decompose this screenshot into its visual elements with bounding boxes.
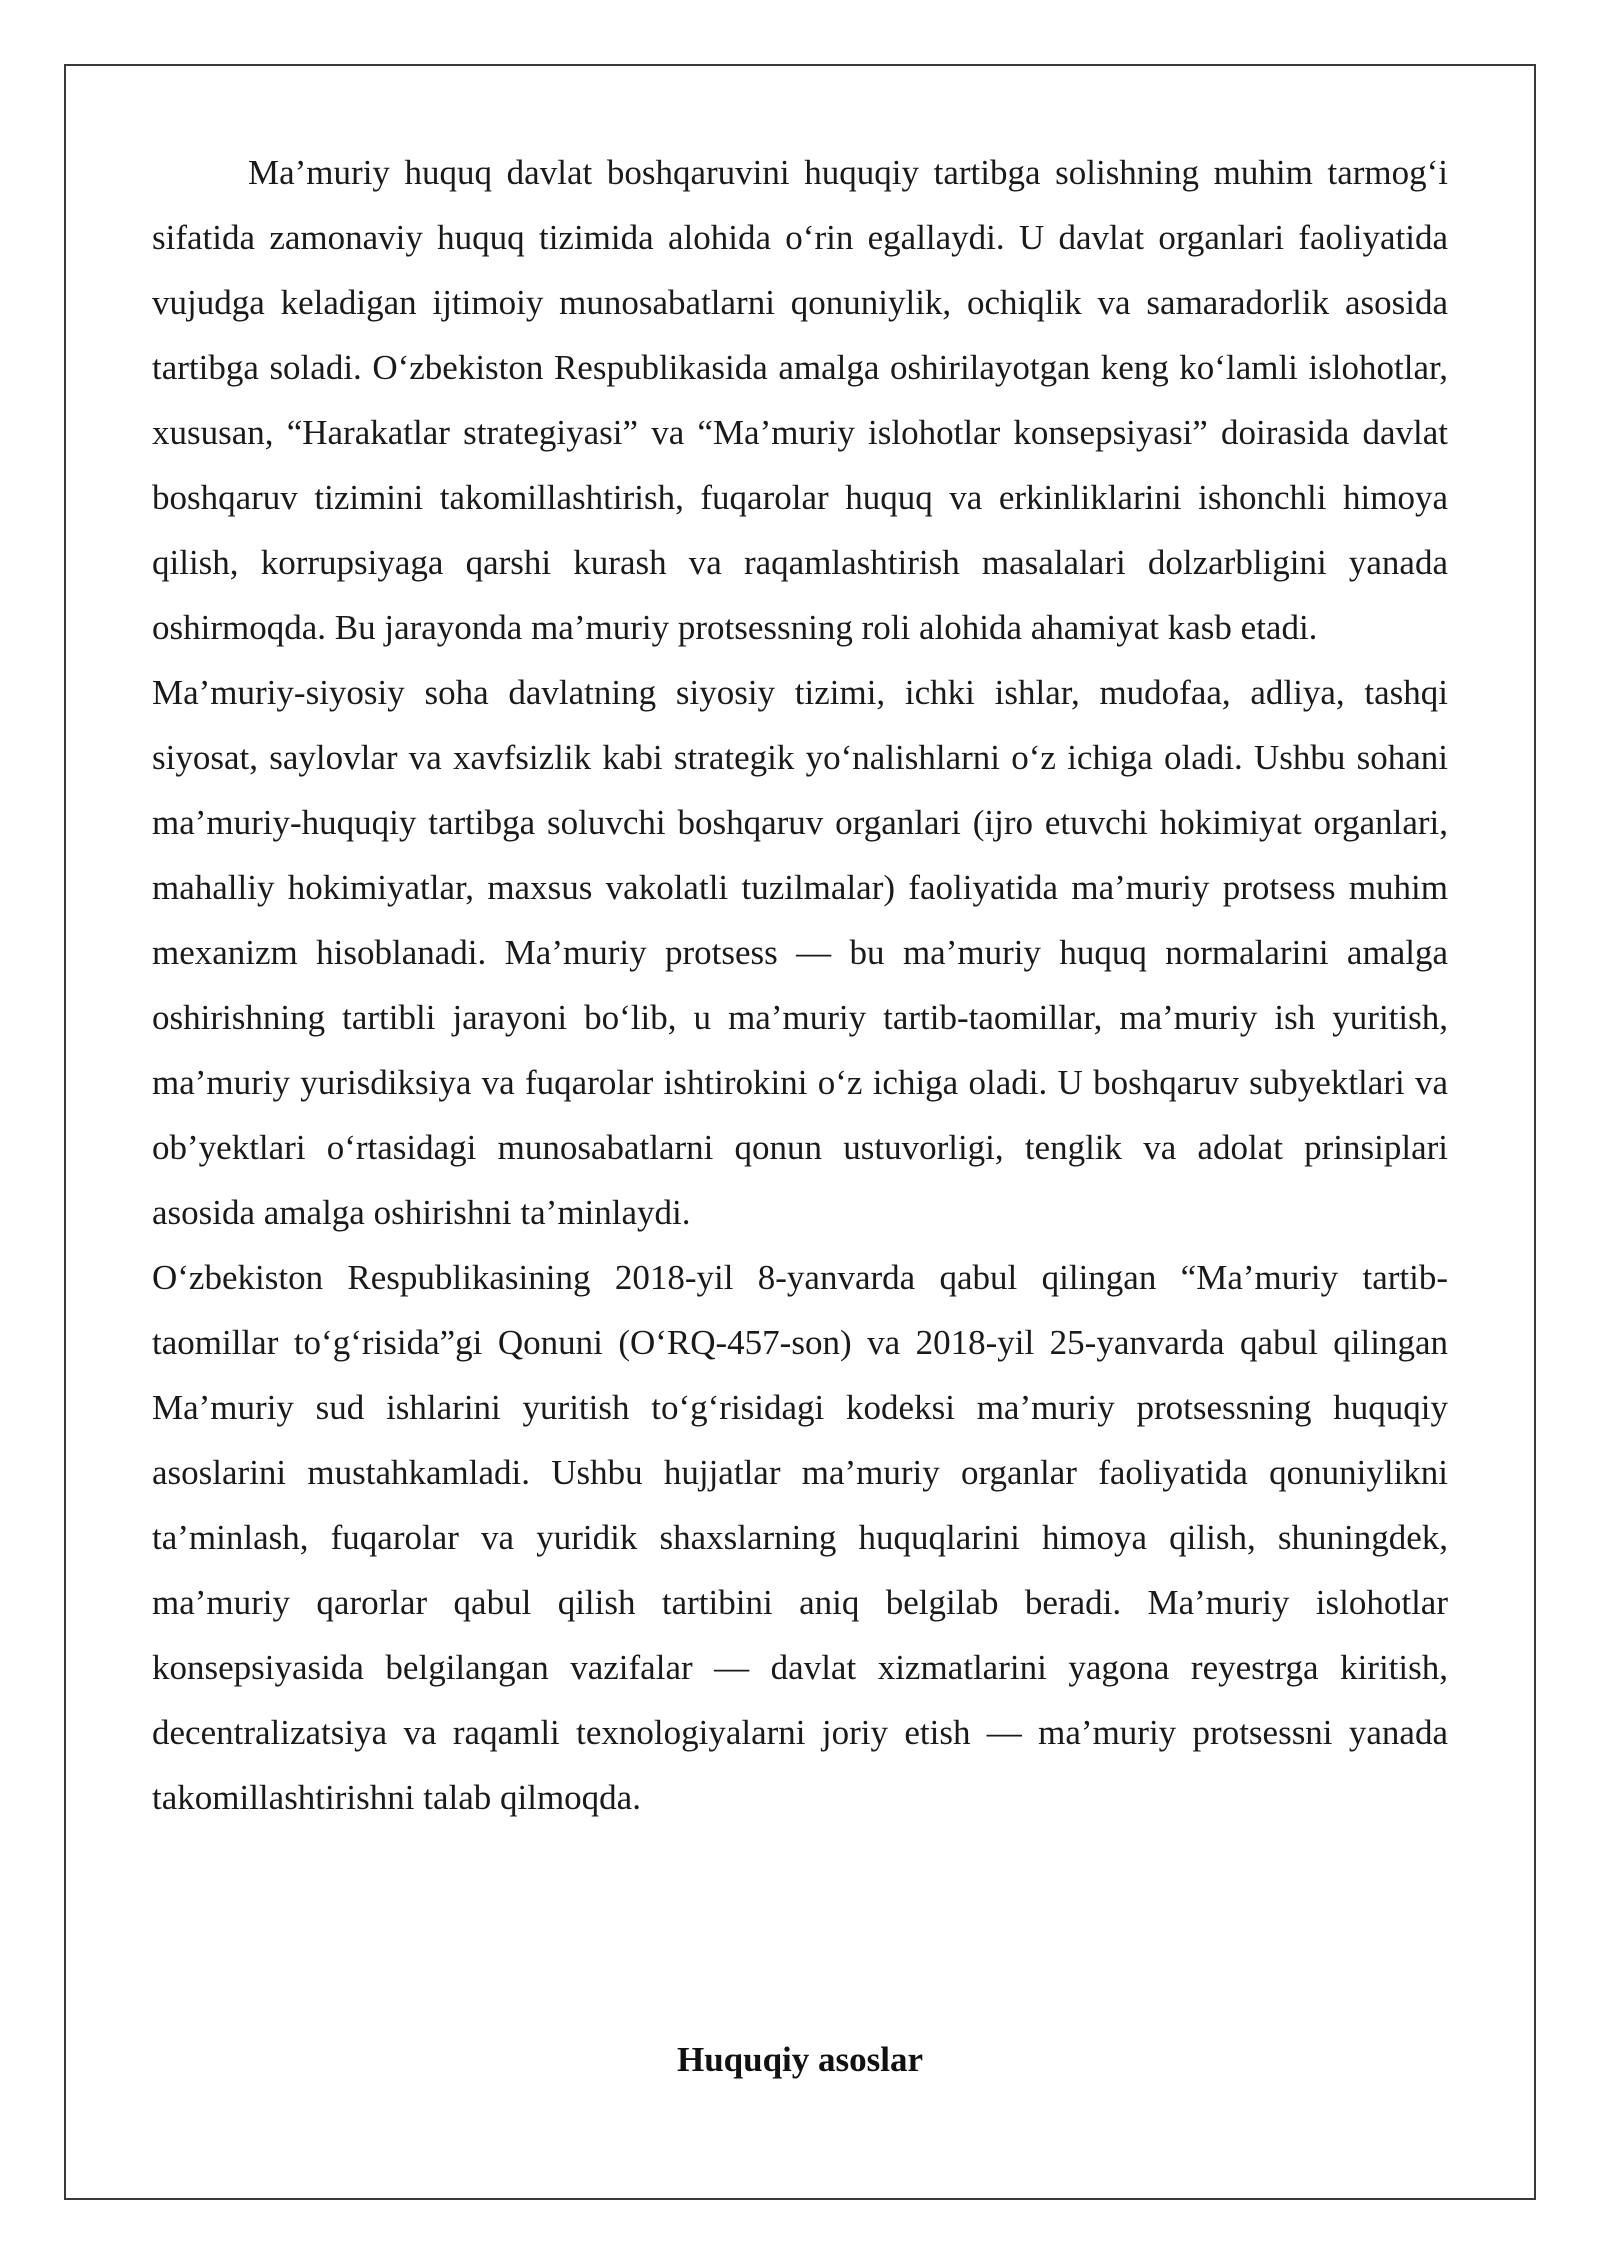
paragraph-legal-framework: O‘zbekiston Respublikasining 2018-yil 8-yanvarda qabul qilingan “Ma’muriy tartib-taomillar to‘g‘risida”gi Qonuni (O‘RQ-457-son) va 2018-yil 25-yanvarda qabul qilingan Ma’muriy sud ishlarini yuritish to‘g‘risidagi kodeksi ma’muriy protsessning huquqiy asoslarini mustahkamladi. Ushbu hujjatlar ma’muriy organlar faoliyatida qonuniylikni ta’minlash, fuqarolar va yuridik shaxslarning huquqlarini himoya qilish, shuningdek, ma’muriy qarorlar qabul qilish tartibini aniq belgilab beradi. Ma’muriy islohotlar konsepsiyasida belgilangan vazifalar — davlat xizmatlarini yagona reyestrga kiritish, decentralizatsiya va raqamli texnologiyalarni joriy etish — ma’muriy protsessni yanada takomillashtirishni talab qilmoqda. (152, 1258, 1448, 1817)
paragraph-administrative-process: Ma’muriy-siyosiy soha davlatning siyosiy tizimi, ichki ishlar, mudofaa, adliya, tashqi siyosat, saylovlar va xavfsizlik kabi strategik yo‘nalishlarni o‘z ichiga oladi. Ushbu sohani ma’muriy-huquqiy tartibga soluvchi boshqaruv organlari (ijro etuvchi hokimiyat organlari, mahalliy hokimiyatlar, maxsus vakolatli tuzilmalar) faoliyatida ma’muriy protsess muhim mexanizm hisoblanadi. Ma’muriy protsess — bu ma’muriy huquq normalarini amalga oshirishning tartibli jarayoni bo‘lib, u ma’muriy tartib-taomillar, ma’muriy ish yuritish, ma’muriy yurisdiksiya va fuqarolar ishtirokini o‘z ichiga oladi. U boshqaruv subyektlari va ob’yektlari o‘rtasidagi munosabatlarni qonun ustuvorligi, tenglik va adolat prinsiplari asosida amalga oshirishni ta’minlaydi. (152, 673, 1448, 1232)
document-body (152, 140, 1448, 1830)
section-heading: Huquqiy asoslar (676, 2040, 924, 2079)
paragraph-introduction: Ma’muriy huquq davlat boshqaruvini huquqiy tartibga solishning muhim tarmog‘i sifatida zamonaviy huquq tizimida alohida o‘rin egallaydi. U davlat organlari faoliyatida vujudga keladigan ijtimoiy munosabatlarni qonuniylik, ochiqlik va samaradorlik asosida tartibga soladi. O‘zbekiston Respublikasida amalga oshirilayotgan keng ko‘lamli islohotlar, xususan, “Harakatlar strategiyasi” va “Ma’muriy islohotlar konsepsiyasi” doirasida davlat boshqaruv tizimini takomillashtirish, fuqarolar huquq va erkinliklarini ishonchli himoya qilish, korrupsiyaga qarshi kurash va raqamlashtirish masalalari dolzarbligini yanada oshirmoqda. Bu jarayonda ma’muriy protsessning roli alohida ahamiyat kasb etadi. (152, 153, 1448, 647)
